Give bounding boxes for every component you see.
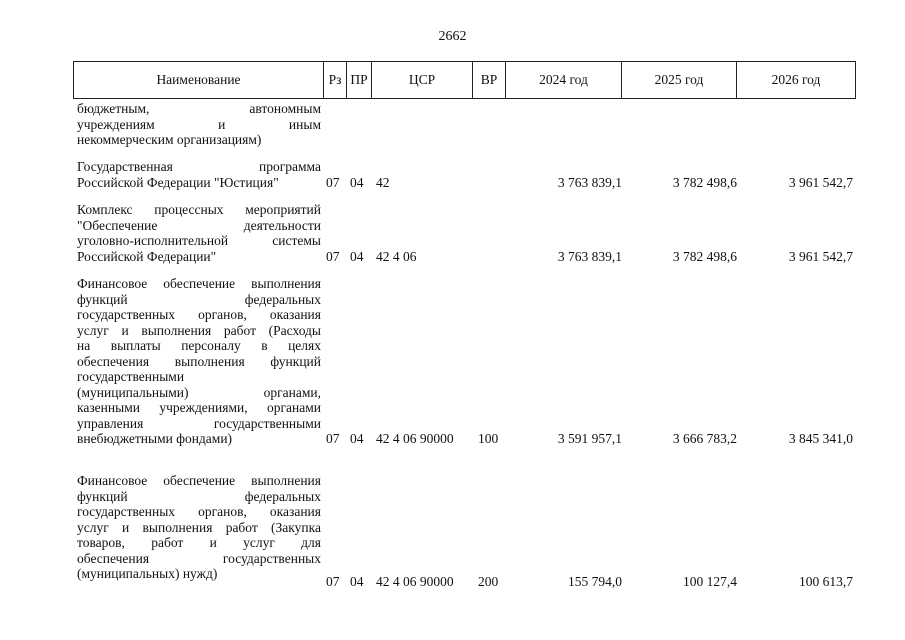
row-csr: 42 4 06 90000 xyxy=(376,431,454,446)
row-name-line: обеспечения выполнения функций xyxy=(77,353,321,369)
row-rz: 07 xyxy=(326,248,340,264)
row-name-line: обеспечения государственных xyxy=(77,550,321,566)
row-name-line: казенными учреждениями, органами xyxy=(77,400,321,415)
row-name xyxy=(77,202,321,264)
row-value-2025: 3 782 498,6 xyxy=(672,174,737,190)
row-name-line: функций федеральных xyxy=(77,291,321,307)
row-name-line: услуг и выполнения работ (Расходы xyxy=(77,322,321,338)
row-name-line: бюджетным, автономным xyxy=(77,101,321,116)
row-name-line: товаров, работ и услуг для xyxy=(77,535,321,550)
row-name xyxy=(77,101,321,148)
row-name-line: Финансовое обеспечение выполнения xyxy=(77,473,321,488)
row-pr: 04 xyxy=(350,174,364,190)
row-pr: 04 xyxy=(350,431,364,446)
row-value-2026: 100 613,7 xyxy=(799,574,853,589)
header-vr: ВР xyxy=(473,62,506,99)
row-rz: 07 xyxy=(326,431,340,446)
row-name-line: Финансовое обеспечение выполнения xyxy=(77,276,321,291)
row-value-2024: 3 591 957,1 xyxy=(557,431,622,446)
row-value-2024: 3 763 839,1 xyxy=(557,174,622,190)
row-pr: 04 xyxy=(350,574,364,589)
header-name: Наименование xyxy=(74,62,324,99)
row-value-2026: 3 961 542,7 xyxy=(788,174,853,190)
header-year-2025: 2025 год xyxy=(622,62,737,99)
row-name-line: на выплаты персоналу в целях xyxy=(77,338,321,353)
row-value-2025: 3 782 498,6 xyxy=(672,248,737,264)
row-value-2024: 155 794,0 xyxy=(568,574,622,589)
row-name-line: функций федеральных xyxy=(77,488,321,504)
row-value-2025: 3 666 783,2 xyxy=(672,431,737,446)
row-vr: 200 xyxy=(478,574,499,589)
row-name-line: "Обеспечение деятельности xyxy=(77,217,321,233)
header-rz: Рз xyxy=(324,62,347,99)
row-rz: 07 xyxy=(326,174,340,190)
row-name-line: внебюджетными фондами) xyxy=(77,431,233,446)
row-name xyxy=(77,276,321,447)
row-value-2026: 3 961 542,7 xyxy=(788,248,853,264)
row-name-line: государственных органов, оказания xyxy=(77,504,321,519)
row-value-2024: 3 763 839,1 xyxy=(557,248,622,264)
header-csr: ЦСР xyxy=(372,62,473,99)
row-name-line: уголовно-исполнительной системы xyxy=(77,233,321,248)
row-name-line: Комплекс процессных мероприятий xyxy=(77,202,321,217)
header-year-2024: 2024 год xyxy=(506,62,622,99)
row-value-2026: 3 845 341,0 xyxy=(788,431,853,446)
header-pr: ПР xyxy=(347,62,372,99)
row-name-line: государственных органов, оказания xyxy=(77,307,321,322)
row-name-line: государственными xyxy=(77,369,185,384)
row-csr: 42 4 06 xyxy=(376,248,417,264)
row-rz: 07 xyxy=(326,574,340,589)
row-name xyxy=(77,159,321,190)
row-name-line: управления государственными xyxy=(77,415,321,431)
row-pr: 04 xyxy=(350,248,364,264)
row-name-line: Российской Федерации" xyxy=(77,248,217,264)
row-name-line: Государственная программа xyxy=(77,159,321,174)
row-csr: 42 4 06 90000 xyxy=(376,574,454,589)
header-year-2026: 2026 год xyxy=(737,62,856,99)
row-name-line: учреждениям и иным xyxy=(77,116,321,132)
row-name-line: услуг и выполнения работ (Закупка xyxy=(77,519,321,535)
row-name-line: некоммерческим организациям) xyxy=(77,132,262,147)
row-csr: 42 xyxy=(376,174,390,190)
row-name-line: Российской Федерации "Юстиция" xyxy=(77,174,279,190)
row-name-line: (муниципальных) нужд) xyxy=(77,566,218,581)
row-name-line: (муниципальными) органами, xyxy=(77,384,321,400)
page-number: 2662 xyxy=(438,29,467,44)
row-vr: 100 xyxy=(478,431,499,446)
row-value-2025: 100 127,4 xyxy=(683,574,737,589)
row-name xyxy=(77,473,321,582)
table-header xyxy=(73,61,856,99)
